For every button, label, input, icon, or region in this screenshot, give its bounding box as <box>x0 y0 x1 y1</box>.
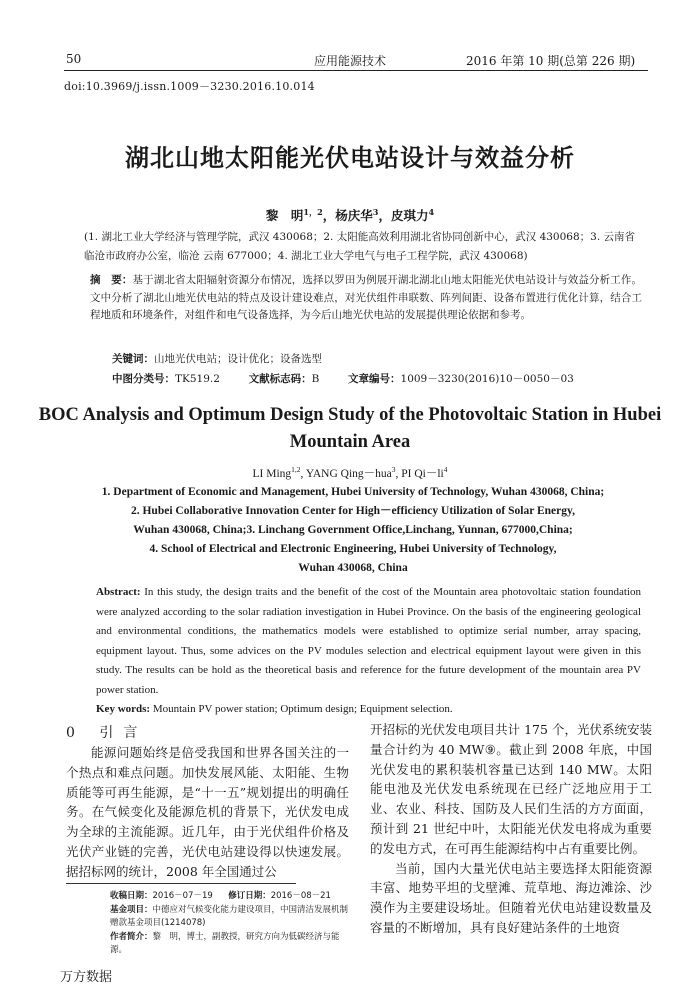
issue-info: 2016 年第 10 期(总第 226 期) <box>466 54 636 68</box>
author-2-en-sup: 3 <box>391 465 396 475</box>
header-rule <box>64 70 648 71</box>
article-no-label: 文章编号： <box>348 373 401 385</box>
authors-en <box>0 465 700 481</box>
keywords-zh <box>112 351 322 366</box>
footnote-author <box>110 931 355 958</box>
abstract-zh-text: 基于湖北省太阳辐射资源分布情况，选择以罗田为例展开湖北湖北山地太阳能光伏电站设计与效益分析工作。文中分析了湖北山地光伏电站的特点及设计建设难点，对光伏组件串联数、阵列间距、设备布置进行优化计算，结合工程地质和环境条件，对组件和电气设备选择，为今后山地光伏电站的发展提供理论依据和参考。 <box>90 274 643 321</box>
body-left-column <box>66 743 349 882</box>
keywords-zh-label: 关键词： <box>112 353 154 365</box>
clc-value: TK519.2 <box>175 373 220 385</box>
revised-label: 修订日期： <box>228 891 271 901</box>
author-2-zh: ，杨庆华 <box>322 208 373 223</box>
affiliation-en-line: Wuhan 430068, China <box>298 562 408 574</box>
affiliation-en-line: 4. School of Electrical and Electronic Engineering, Hubei University of Technology, <box>149 543 557 555</box>
received-label: 收稿日期： <box>110 891 153 901</box>
section-number: 0 <box>66 725 85 741</box>
affiliations-zh: (1. 湖北工业大学经济与管理学院，武汉 430068；2. 太阳能高效利用湖北省协同创新中心，武汉 430068；3. 云南省临沧市政府办公室，临沧 云南 677000；4. 湖北工业大学电气与电子工程学院，武汉 430068) <box>84 231 636 262</box>
author-1-zh: 黎 明 <box>265 208 304 223</box>
abstract-en-text: In this study, the design traits and the benefit of the cost of the Mountain area photovoltaic station foundation were analyzed according to the solar radiation investigation in Hubei Province. On the basis of the engineering geological and environmental conditions, the mathematics models were established to optimize serial number, array spacing, equipment layout. Thus, some advices on the PV modules selection and electrical equipment layout were given in this study. The results can be hold as the theoretical basis and reference for the future development of the mountain area PV power station. <box>96 586 641 696</box>
article-no-value: 1009－3230(2016)10－0050－03 <box>400 373 574 385</box>
abstract-zh-label: 摘 要： <box>90 274 133 286</box>
author-bio-text: 黎 明，博士，副教授，研究方向为低碳经济与能源。 <box>110 931 340 955</box>
doi[interactable]: doi:10.3969/j.issn.1009－3230.2016.10.014 <box>64 80 315 93</box>
author-bio-label: 作者简介： <box>110 931 153 942</box>
keywords-en-label: Key words: <box>96 703 151 715</box>
abstract-en <box>96 583 641 720</box>
author-2-sup: 3 <box>372 206 379 217</box>
page-number: 50 <box>66 52 82 66</box>
title-en: BOC Analysis and Optimum Design Study of the Photovoltaic Station in Hubei Mountain Area <box>38 405 662 452</box>
body-paragraph: 开招标的光伏发电项目共计 175 个，光伏系统安装量合计约为 40 MW⑨。截止到 2008 年底，中国光伏发电的累积装机容量已达到 140 MW。太阳能电池及光伏发电系统现在已经广泛地应用于工业、农业、科技、国防及人民们生活的方方面面，预计到 21 世纪中叶，太阳能光伏发电将成为重要的发电方式，在可再生能源结构中占有重要比例。 <box>370 722 652 856</box>
author-1-en: LI Ming <box>252 468 292 480</box>
received-date: 2016－07－19 <box>152 891 213 901</box>
affiliation-en-line: 1. Department of Economic and Management, Hubei University of Technology, Wuhan 430068, China; <box>101 486 605 498</box>
author-1-sup: 1，2 <box>303 206 323 217</box>
section-heading <box>66 722 147 742</box>
revised-date: 2016－08－21 <box>270 891 331 901</box>
footnote-fund <box>110 904 355 931</box>
fund-label: 基金项目： <box>110 904 153 915</box>
doc-code-label: 文献标志码： <box>248 373 312 385</box>
author-1-en-sup: 1,2 <box>291 465 301 475</box>
footnote <box>110 890 355 958</box>
author-3-sup: 4 <box>428 206 435 217</box>
affiliation-en-line: Wuhan 430068, China;3. Linchang Government Office,Linchang, Yunnan, 677000,China; <box>133 524 573 536</box>
body-paragraph: 能源问题始终是倍受我国和世界各国关注的一个热点和难点问题。加快发展风能、太阳能、生物质能等可再生能源，是“十一五”规划提出的明确任务。在气候变化及能源危机的背景下，光伏发电成为全球的主流能源。近几年，由于光伏组件价格及光伏产业链的完善，光伏电站建设得以快速发展。据招标网的统计，2008 年全国通过公 <box>66 745 349 879</box>
author-2-en: , YANG Qing－hua <box>300 468 392 480</box>
watermark: 万方数据 <box>60 970 113 985</box>
footnote-rule <box>66 883 296 884</box>
doc-code-value: B <box>311 373 320 385</box>
keywords-zh-text: 山地光伏电站；设计优化；设备选型 <box>154 353 322 365</box>
body-paragraph: 当前，国内大量光伏电站主要选择太阳能资源丰富、地势平坦的戈壁滩、荒草地、海边滩涂、沙漠作为主要建设场址。但随着光伏电站建设数量及容量的不断增加，具有良好建站条件的土地资 <box>370 860 652 935</box>
footnote-dates <box>110 890 355 904</box>
author-3-en-sup: 4 <box>443 465 448 475</box>
section-title: 引言 <box>99 725 148 741</box>
fund-text: 中德应对气候变化能力建设项目，中国清洁发展机制赠款基金项目(1214078) <box>110 904 349 928</box>
keywords-en-text: Mountain PV power station; Optimum design; Equipment selection. <box>150 703 453 715</box>
clc-label: 中图分类号： <box>112 373 175 385</box>
author-3-en: , PI Qi－li <box>395 468 444 480</box>
affiliations-en <box>54 483 652 578</box>
body-right-column <box>370 720 652 938</box>
affiliation-en-line: 2. Hubei Collaborative Innovation Center for High－efficiency Utilization of Solar Energy, <box>130 505 575 517</box>
author-3-zh: ，皮琪力 <box>378 208 429 223</box>
journal-name: 应用能源技术 <box>314 54 387 68</box>
title-zh: 湖北山地太阳能光伏电站设计与效益分析 <box>125 144 575 172</box>
authors-zh <box>0 206 700 224</box>
classification-zh <box>112 371 632 386</box>
abstract-en-label: Abstract: <box>96 586 141 598</box>
abstract-zh <box>90 272 642 325</box>
